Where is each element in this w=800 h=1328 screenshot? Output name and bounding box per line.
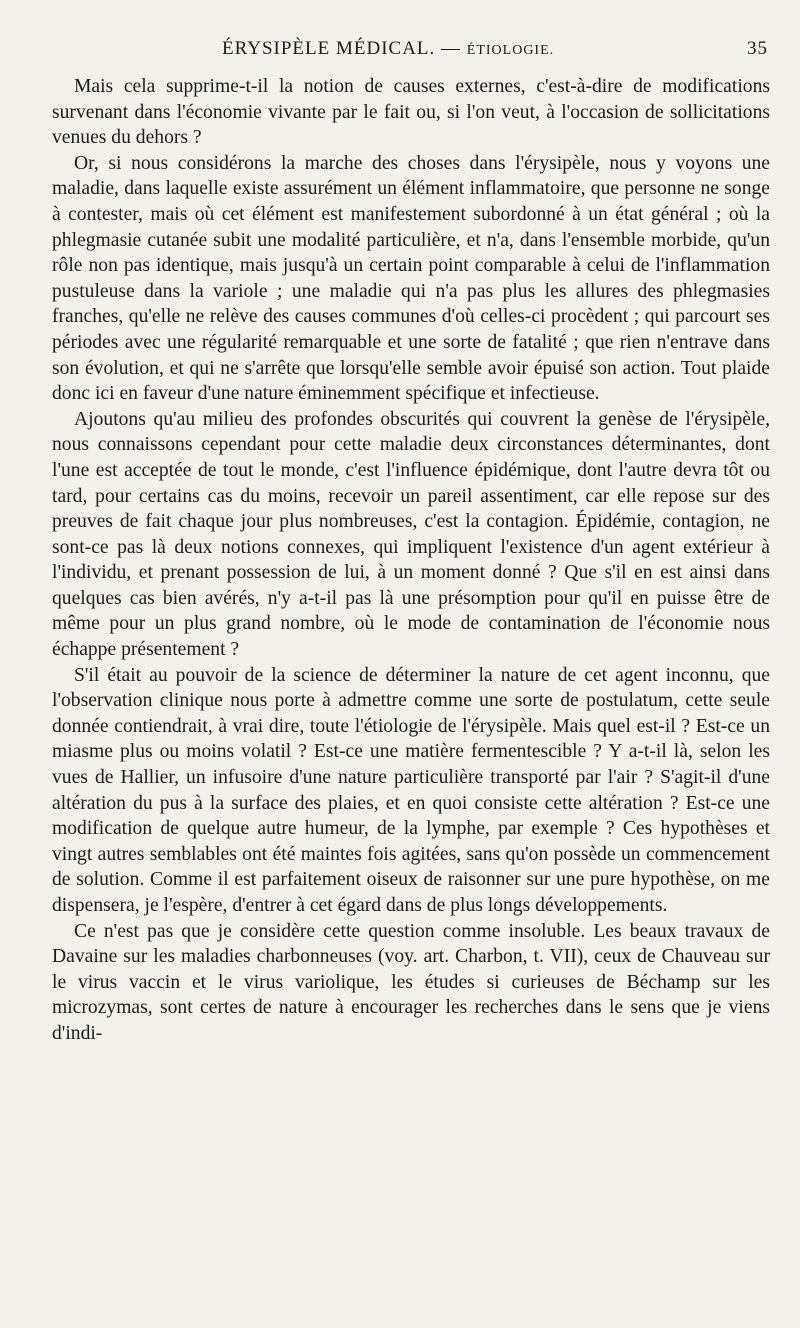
running-header — [52, 38, 770, 74]
running-title-main: ÉRYSIPÈLE MÉDICAL. — — [222, 38, 467, 59]
running-title — [222, 38, 554, 60]
page-number: 35 — [747, 38, 768, 59]
paragraph-1: Mais cela supprime-t-il la notion de causes externes, c'est-à-dire de modifications survenant dans l'économie vivante par le fait ou, si l'on veut, à l'occasion de sollicitations venues du dehors ? — [52, 76, 770, 149]
paragraph-4: S'il était au pouvoir de la science de déterminer la nature de cet agent inconnu, que l'observation clinique nous porte à admettre comme une sorte de postulatum, cette seule donnée contiendrait, à vrai dire, toute l'étiologie de l'érysipèle. Mais quel est-il ? Est-ce un miasme plus ou moins volatil ? Est-ce une matière fermentescible ? Y a-t-il là, selon les vues de Hallier, un infusoire d'une nature particulière transporté par l'air ? S'agit-il d'une altération du pus à la surface des plaies, et en quoi consiste cette altération ? Est-ce une modification de quelque autre humeur, de la lymphe, par exemple ? Ces hypothèses et vingt autres semblables ont été maintes fois agitées, sans qu'on possède un commencement de solution. Comme il est parfaitement oiseux de raisonner sur une pure hypothèse, on me dispensera, je l'espère, d'entrer à cet égard dans de plus longs développements. — [52, 664, 770, 916]
running-title-section: ÉTIOLOGIE. — [466, 43, 555, 58]
paragraph-2: Or, si nous considérons la marche des choses dans l'érysipèle, nous y voyons une maladie, dans laquelle existe assurément un élément inflammatoire, que personne ne songe à contester, mais où cet élément est manifestement subordonné à un état général ; où la phlegmasie cutanée subit une modalité particulière, et n'a, dans l'ensemble morbide, qu'un rôle non pas identique, mais jusqu'à un certain point comparable à celui de l'inflammation pustuleuse dans la variole ; une maladie qui n'a pas plus les allures des phlegmasies franches, qu'elle ne relève des causes communes d'où celles-ci procèdent ; qui parcourt ses périodes avec une régularité remarquable et une sorte de fatalité ; que rien n'entrave dans son évolution, et qui ne s'arrête que lorsqu'elle semble avoir épuisé son action. Tout plaide donc ici en faveur d'une nature éminemment spécifique et infectieuse. — [52, 152, 770, 405]
paragraph-5: Ce n'est pas que je considère cette question comme insoluble. Les beaux travaux de Davaine sur les maladies charbonneuses (voy. art. Charbon, t. VII), ceux de Chauveau sur le virus vaccin et le virus variolique, les études si curieuses de Béchamp sur les microzymas, sont certes de nature à encourager les recherches dans le sens que je viens d'indi- — [52, 920, 770, 1044]
paragraph-3: Ajoutons qu'au milieu des profondes obscurités qui couvrent la genèse de l'érysipèle, nous connaissons cependant pour cette maladie deux circonstances déterminantes, dont l'une est acceptée de tout le monde, c'est l'influence épidémique, dont l'autre devra tôt ou tard, pour certains cas du moins, recevoir un pareil assentiment, car elle repose sur des preuves de fait chaque jour plus nombreuses, c'est la contagion. Épidémie, contagion, ne sont-ce pas là deux notions connexes, qui impliquent l'existence d'un agent extérieur à l'individu, et prenant possession de lui, à un moment donné ? Que s'il en est ainsi dans quelques cas bien avérés, n'y a-t-il pas là une présomption pour qu'il en puisse être de même pour un plus grand nombre, où le mode de contamination de l'économie nous échappe présentement ? — [52, 408, 770, 661]
